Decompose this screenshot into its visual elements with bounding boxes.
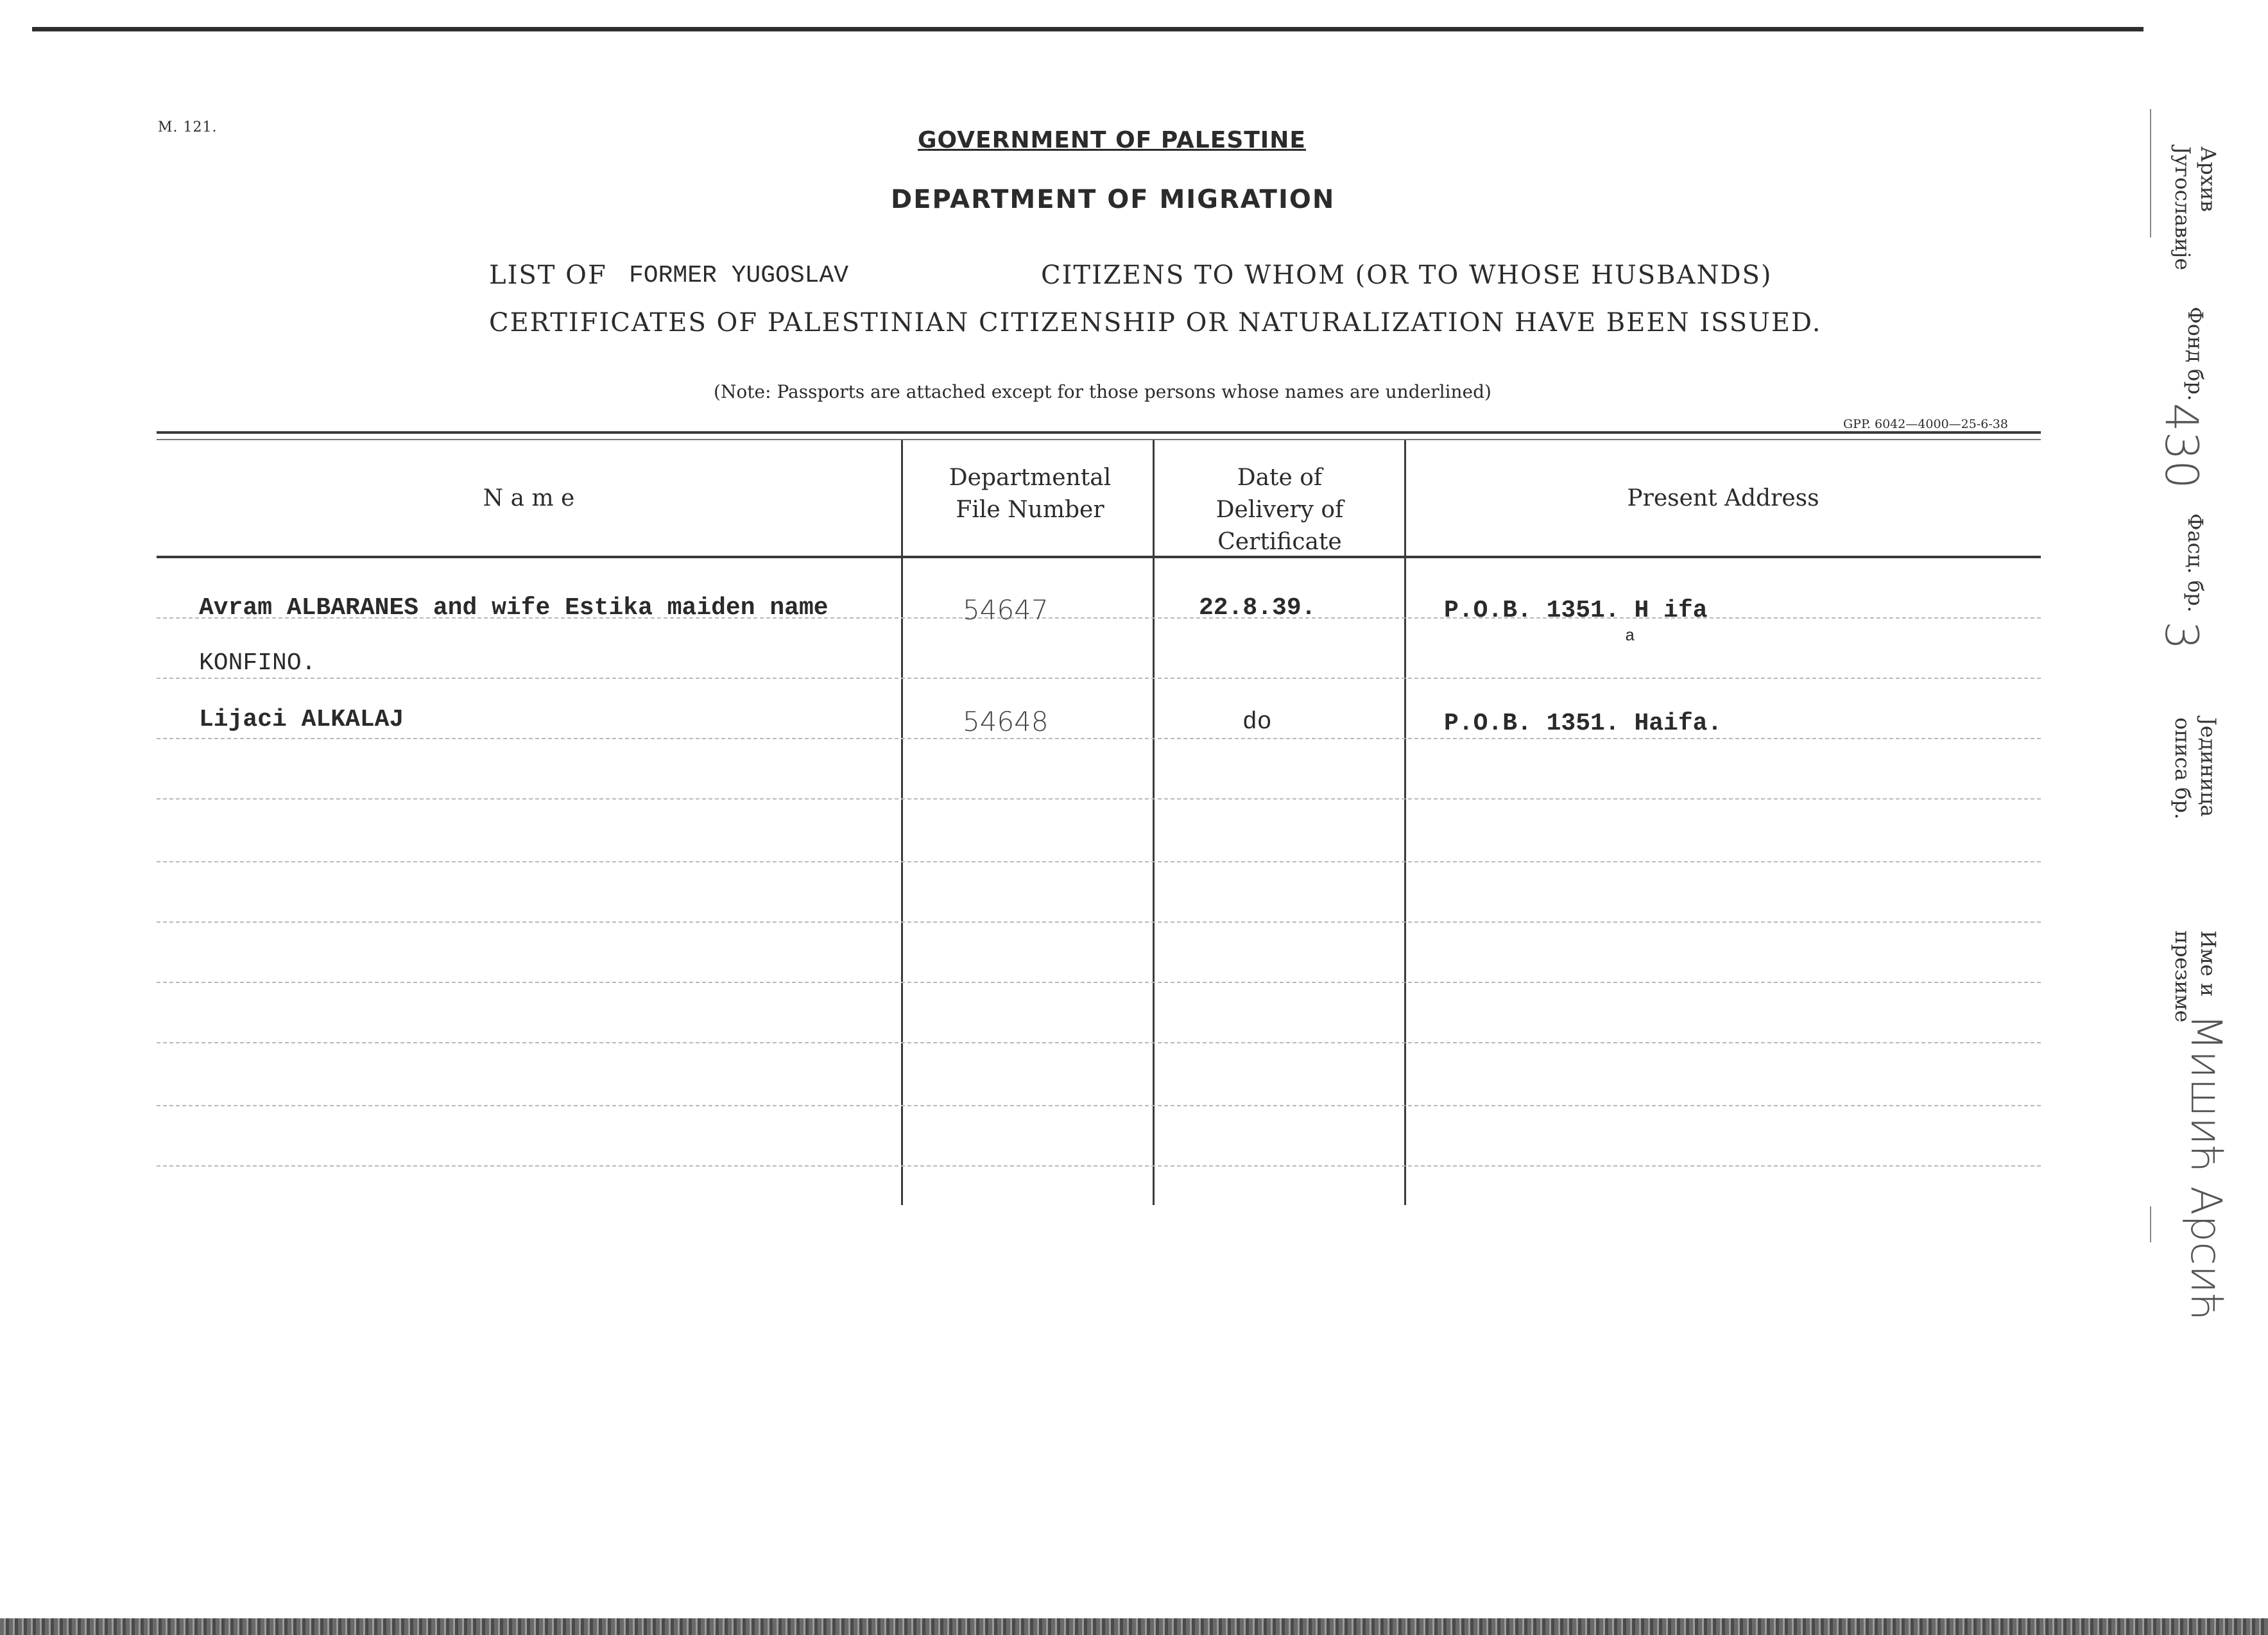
row2-address: P.O.B. 1351. Haifa. (1444, 710, 1722, 737)
list-title-line1-rest: CITIZENS TO WHOM (OR TO WHOSE HUSBANDS) (1041, 261, 1773, 290)
column-divider-1 (901, 440, 903, 1205)
row1-name-continued: KONFINO. (199, 649, 316, 677)
header-date: Date of Delivery of Certificate (1216, 465, 1344, 555)
form-number: M. 121. (158, 119, 218, 135)
table-top-rule (157, 431, 2041, 434)
row2-date: do (1242, 708, 1272, 736)
column-divider-3 (1404, 440, 1406, 1205)
row1-name: Avram ALBARANES and wife Estika maiden name (199, 594, 829, 622)
unit-label-2: описа бр. (2170, 717, 2195, 820)
list-title-nationality: FORMER YUGOSLAV (629, 262, 849, 289)
header-file-number: Departmental File Number (949, 465, 1112, 523)
row2-file-number: 54648 (963, 706, 1049, 737)
unit-label-1: Јединица (2196, 717, 2221, 818)
fascicle-value: 3 (2155, 621, 2208, 650)
ruled-line (157, 738, 2041, 739)
header-name: N a m e (483, 485, 575, 511)
archive-title-2: Југославије (2170, 146, 2195, 271)
print-code: GPP. 6042—4000—25-6-38 (1843, 417, 2008, 431)
ruled-line (157, 1105, 2041, 1106)
name-label-1: Име и (2196, 930, 2221, 997)
department-title: DEPARTMENT OF MIGRATION (891, 185, 1336, 214)
column-divider-2 (1153, 440, 1155, 1205)
ruled-line (157, 1165, 2041, 1167)
government-title: GOVERNMENT OF PALESTINE (918, 127, 1306, 153)
stamp-left-border-lower (2150, 1206, 2151, 1242)
fond-value: 430 (2155, 403, 2208, 489)
ruled-line (157, 861, 2041, 862)
ruled-line (157, 921, 2041, 923)
name-label-2: презиме (2170, 930, 2195, 1023)
top-border-rule (32, 27, 2143, 31)
note: (Note: Passports are attached except for those persons whose names are underlined) (714, 381, 1491, 402)
header-address: Present Address (1627, 485, 1819, 511)
fascicle-label: Фасц. бр. (2183, 513, 2208, 613)
scan-edge-band (0, 1618, 2268, 1635)
archive-title-1: Архив (2196, 146, 2221, 212)
ruled-line (157, 982, 2041, 983)
stamp-left-border (2150, 109, 2151, 237)
list-title-prefix: LIST OF (489, 261, 607, 290)
list-title-line2: CERTIFICATES OF PALESTINIAN CITIZENSHIP OR NATURALIZATION HAVE BEEN ISSUED. (489, 308, 1822, 338)
name-value: Мишић Арсић (2181, 1014, 2231, 1321)
fond-label: Фонд бр. (2183, 307, 2208, 401)
row1-address-insert: a (1625, 626, 1635, 646)
row1-file-number: 54647 (963, 594, 1049, 626)
row1-date: 22.8.39. (1199, 594, 1316, 622)
ruled-line (157, 798, 2041, 800)
row1-address: P.O.B. 1351. H ifa (1444, 597, 1708, 624)
row2-name: Lijaci ALKALAJ (199, 706, 404, 733)
ruled-line (157, 1042, 2041, 1043)
table-top-rule-thin (157, 439, 2041, 440)
header-bottom-rule (157, 556, 2041, 558)
ruled-line (157, 678, 2041, 679)
